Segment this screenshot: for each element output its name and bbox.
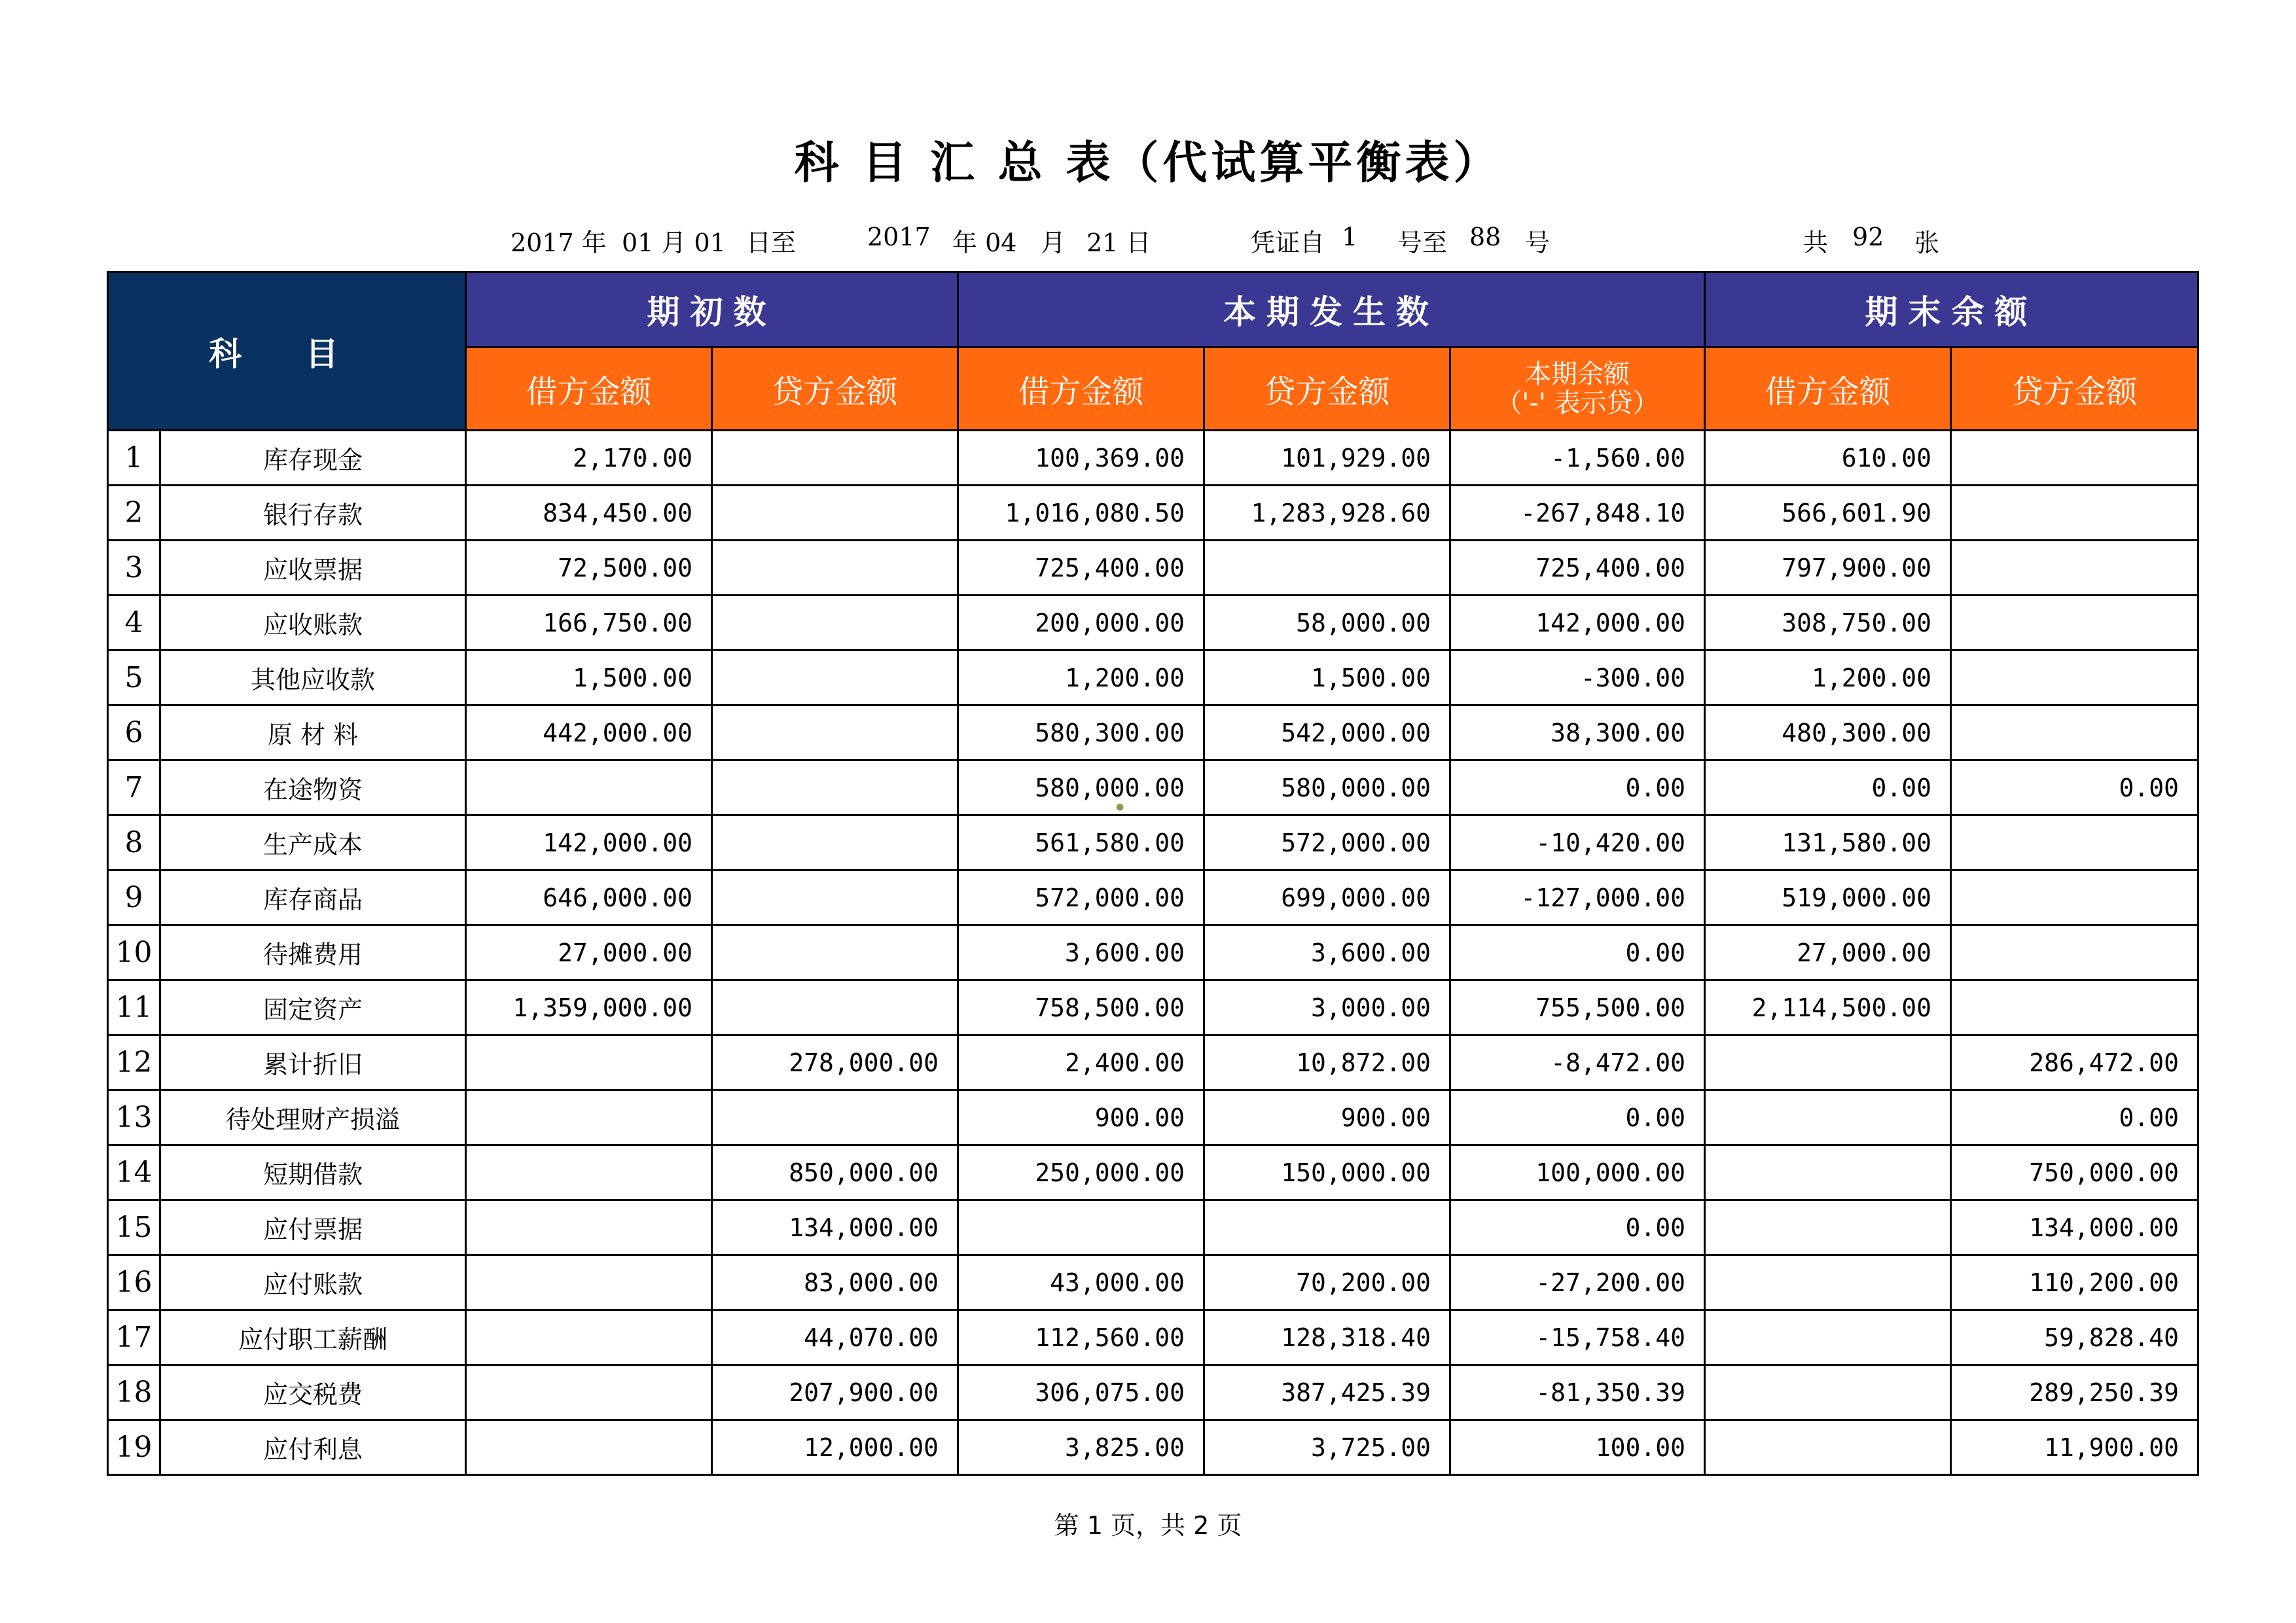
closing-debit-cell: 27,000.00 [1705, 925, 1951, 980]
current-debit-cell: 112,560.00 [958, 1310, 1204, 1365]
current-balance-cell: 0.00 [1450, 925, 1705, 980]
opening-credit-cell [712, 760, 958, 815]
current-debit-cell: 3,825.00 [958, 1420, 1204, 1475]
table-row [108, 980, 2198, 1035]
closing-debit-cell: 308,750.00 [1705, 596, 1951, 651]
account-name-cell: 应收票据 [160, 541, 466, 596]
current-balance-cell: 0.00 [1450, 1090, 1705, 1145]
current-balance-cell: 0.00 [1450, 760, 1705, 815]
current-debit-cell: 580,300.00 [958, 705, 1204, 760]
header-balance-line1: 本期余额 [1525, 359, 1630, 389]
closing-credit-cell: 134,000.00 [1951, 1200, 2198, 1255]
opening-credit-cell [712, 596, 958, 651]
closing-debit-cell [1705, 1255, 1951, 1310]
row-number-cell: 8 [108, 815, 160, 870]
current-debit-cell: 200,000.00 [958, 596, 1204, 651]
page-title: 科 目 汇 总 表（代试算平衡表） [794, 137, 1502, 189]
header-closing-credit: 贷方金额 [1951, 348, 2198, 431]
closing-credit-cell: 11,900.00 [1951, 1420, 2198, 1475]
summary-table [107, 271, 2199, 1476]
current-debit-cell: 900.00 [958, 1090, 1204, 1145]
row-number-cell: 15 [108, 1200, 160, 1255]
current-credit-cell: 70,200.00 [1204, 1255, 1450, 1310]
current-debit-cell: 580,000.00 [958, 760, 1204, 815]
current-credit-cell: 3,000.00 [1204, 980, 1450, 1035]
current-credit-cell: 900.00 [1204, 1090, 1450, 1145]
current-credit-cell [1204, 1200, 1450, 1255]
row-number-cell: 10 [108, 925, 160, 980]
current-balance-cell: -15,758.40 [1450, 1310, 1705, 1365]
end-day-label: 月 [1041, 228, 1066, 257]
row-number-cell: 5 [108, 651, 160, 705]
current-balance-cell: -81,350.39 [1450, 1365, 1705, 1420]
current-credit-cell: 1,283,928.60 [1204, 486, 1450, 541]
account-name-cell: 短期借款 [160, 1145, 466, 1200]
table-row [108, 760, 2198, 815]
current-balance-cell: 142,000.00 [1450, 596, 1705, 651]
current-credit-cell: 101,929.00 [1204, 431, 1450, 486]
row-number-cell: 2 [108, 486, 160, 541]
voucher-from-no: 1 [1342, 223, 1358, 251]
opening-credit-cell: 83,000.00 [712, 1255, 958, 1310]
opening-credit-cell [712, 486, 958, 541]
current-credit-cell: 542,000.00 [1204, 705, 1450, 760]
closing-debit-cell [1705, 1145, 1951, 1200]
opening-debit-cell: 142,000.00 [466, 815, 712, 870]
account-name-cell: 应付职工薪酬 [160, 1310, 466, 1365]
current-credit-cell: 572,000.00 [1204, 815, 1450, 870]
current-debit-cell: 2,400.00 [958, 1035, 1204, 1090]
watermark-mark: ● [1116, 802, 1124, 812]
voucher-hao: 号 [1525, 228, 1551, 257]
opening-debit-cell: 442,000.00 [466, 705, 712, 760]
opening-debit-cell: 834,450.00 [466, 486, 712, 541]
row-number-cell: 19 [108, 1420, 160, 1475]
closing-debit-cell: 519,000.00 [1705, 870, 1951, 925]
header-subject: 科 目 [108, 272, 466, 431]
account-name-cell: 其他应收款 [160, 651, 466, 705]
end-month: 年 04 [952, 228, 1017, 257]
opening-debit-cell: 646,000.00 [466, 870, 712, 925]
header-closing-debit: 借方金额 [1705, 348, 1951, 431]
current-balance-cell: -127,000.00 [1450, 870, 1705, 925]
closing-debit-cell: 0.00 [1705, 760, 1951, 815]
table-row [108, 870, 2198, 925]
opening-debit-cell: 72,500.00 [466, 541, 712, 596]
row-number-cell: 1 [108, 431, 160, 486]
row-number-cell: 6 [108, 705, 160, 760]
current-credit-cell: 387,425.39 [1204, 1365, 1450, 1420]
opening-debit-cell [466, 1090, 712, 1145]
account-name-cell: 库存商品 [160, 870, 466, 925]
closing-credit-cell [1951, 815, 2198, 870]
closing-debit-cell: 2,114,500.00 [1705, 980, 1951, 1035]
row-number-cell: 11 [108, 980, 160, 1035]
account-name-cell: 银行存款 [160, 486, 466, 541]
current-debit-cell: 43,000.00 [958, 1255, 1204, 1310]
opening-debit-cell: 1,500.00 [466, 651, 712, 705]
account-name-cell: 原 材 料 [160, 705, 466, 760]
current-balance-cell: -27,200.00 [1450, 1255, 1705, 1310]
table-row [108, 1145, 2198, 1200]
header-current-debit: 借方金额 [958, 348, 1204, 431]
table-body [108, 431, 2198, 1475]
table-row [108, 1035, 2198, 1090]
current-credit-cell: 10,872.00 [1204, 1035, 1450, 1090]
opening-credit-cell: 278,000.00 [712, 1035, 958, 1090]
current-debit-cell: 1,016,080.50 [958, 486, 1204, 541]
closing-credit-cell [1951, 925, 2198, 980]
account-name-cell: 应收账款 [160, 596, 466, 651]
closing-debit-cell: 566,601.90 [1705, 486, 1951, 541]
total-label: 共 [1803, 228, 1829, 257]
account-name-cell: 固定资产 [160, 980, 466, 1035]
header-opening-debit: 借方金额 [466, 348, 712, 431]
closing-debit-cell: 480,300.00 [1705, 705, 1951, 760]
current-balance-cell: -10,420.00 [1450, 815, 1705, 870]
row-number-cell: 12 [108, 1035, 160, 1090]
table-row [108, 705, 2198, 760]
closing-debit-cell: 610.00 [1705, 431, 1951, 486]
current-balance-cell: -1,560.00 [1450, 431, 1705, 486]
account-name-cell: 累计折旧 [160, 1035, 466, 1090]
voucher-to-label: 号至 [1397, 228, 1448, 257]
total-count: 92 [1852, 223, 1884, 251]
closing-credit-cell: 110,200.00 [1951, 1255, 2198, 1310]
start-suffix: 日至 [746, 228, 797, 257]
table-row [108, 541, 2198, 596]
closing-credit-cell [1951, 980, 2198, 1035]
current-balance-cell: 38,300.00 [1450, 705, 1705, 760]
opening-debit-cell [466, 1145, 712, 1200]
account-name-cell: 待摊费用 [160, 925, 466, 980]
row-number-cell: 16 [108, 1255, 160, 1310]
opening-debit-cell [466, 1200, 712, 1255]
closing-credit-cell [1951, 431, 2198, 486]
account-name-cell: 应付账款 [160, 1255, 466, 1310]
header-current: 本期发生数 [958, 272, 1705, 348]
current-credit-cell: 580,000.00 [1204, 760, 1450, 815]
current-credit-cell: 150,000.00 [1204, 1145, 1450, 1200]
table-row [108, 651, 2198, 705]
header-current-balance [1450, 348, 1705, 431]
opening-credit-cell: 134,000.00 [712, 1200, 958, 1255]
current-credit-cell: 128,318.40 [1204, 1310, 1450, 1365]
current-balance-cell: 755,500.00 [1450, 980, 1705, 1035]
current-debit-cell: 572,000.00 [958, 870, 1204, 925]
closing-credit-cell: 286,472.00 [1951, 1035, 2198, 1090]
current-credit-cell: 58,000.00 [1204, 596, 1450, 651]
account-name-cell: 在途物资 [160, 760, 466, 815]
opening-debit-cell: 166,750.00 [466, 596, 712, 651]
table-row [108, 596, 2198, 651]
table-row [108, 431, 2198, 486]
closing-credit-cell: 289,250.39 [1951, 1365, 2198, 1420]
row-number-cell: 17 [108, 1310, 160, 1365]
opening-debit-cell: 1,359,000.00 [466, 980, 712, 1035]
current-debit-cell: 1,200.00 [958, 651, 1204, 705]
opening-credit-cell: 44,070.00 [712, 1310, 958, 1365]
opening-debit-cell [466, 1035, 712, 1090]
opening-credit-cell: 12,000.00 [712, 1420, 958, 1475]
opening-debit-cell [466, 760, 712, 815]
total-unit: 张 [1914, 228, 1940, 257]
opening-debit-cell [466, 1310, 712, 1365]
voucher-to-no: 88 [1469, 223, 1501, 251]
account-name-cell: 应付利息 [160, 1420, 466, 1475]
current-credit-cell: 699,000.00 [1204, 870, 1450, 925]
current-credit-cell: 3,600.00 [1204, 925, 1450, 980]
start-year: 2017 年 [511, 228, 607, 257]
table-row [108, 1200, 2198, 1255]
opening-credit-cell [712, 815, 958, 870]
current-credit-cell: 1,500.00 [1204, 651, 1450, 705]
opening-credit-cell [712, 980, 958, 1035]
closing-debit-cell [1705, 1310, 1951, 1365]
row-number-cell: 13 [108, 1090, 160, 1145]
closing-debit-cell: 1,200.00 [1705, 651, 1951, 705]
header-opening: 期初数 [466, 272, 958, 348]
opening-credit-cell [712, 431, 958, 486]
opening-debit-cell: 2,170.00 [466, 431, 712, 486]
current-debit-cell: 758,500.00 [958, 980, 1204, 1035]
account-name-cell: 应交税费 [160, 1365, 466, 1420]
current-debit-cell: 250,000.00 [958, 1145, 1204, 1200]
closing-debit-cell: 797,900.00 [1705, 541, 1951, 596]
table-row [108, 1255, 2198, 1310]
closing-credit-cell: 59,828.40 [1951, 1310, 2198, 1365]
current-debit-cell: 725,400.00 [958, 541, 1204, 596]
header-current-credit: 贷方金额 [1204, 348, 1450, 431]
opening-debit-cell [466, 1365, 712, 1420]
current-balance-cell: -300.00 [1450, 651, 1705, 705]
current-credit-cell [1204, 541, 1450, 596]
table-row [108, 1365, 2198, 1420]
opening-credit-cell [712, 1090, 958, 1145]
closing-credit-cell [1951, 486, 2198, 541]
closing-debit-cell [1705, 1035, 1951, 1090]
current-balance-cell: 100,000.00 [1450, 1145, 1705, 1200]
closing-credit-cell [1951, 870, 2198, 925]
closing-debit-cell [1705, 1090, 1951, 1145]
header-opening-credit: 贷方金额 [712, 348, 958, 431]
opening-credit-cell: 850,000.00 [712, 1145, 958, 1200]
closing-credit-cell [1951, 705, 2198, 760]
table-row [108, 1310, 2198, 1365]
start-month-day: 01 月 01 [622, 228, 726, 257]
closing-debit-cell [1705, 1200, 1951, 1255]
table-row [108, 486, 2198, 541]
account-name-cell: 待处理财产损溢 [160, 1090, 466, 1145]
row-number-cell: 3 [108, 541, 160, 596]
closing-debit-cell [1705, 1420, 1951, 1475]
closing-credit-cell [1951, 596, 2198, 651]
page-footer: 第 1 页，共 2 页 [1054, 1511, 1242, 1540]
account-name-cell: 生产成本 [160, 815, 466, 870]
opening-credit-cell [712, 870, 958, 925]
header-closing: 期末余额 [1705, 272, 2198, 348]
opening-credit-cell [712, 651, 958, 705]
closing-credit-cell: 750,000.00 [1951, 1145, 2198, 1200]
current-debit-cell: 3,600.00 [958, 925, 1204, 980]
end-year: 2017 [867, 223, 931, 251]
opening-credit-cell: 207,900.00 [712, 1365, 958, 1420]
row-number-cell: 14 [108, 1145, 160, 1200]
current-balance-cell: 0.00 [1450, 1200, 1705, 1255]
opening-debit-cell [466, 1420, 712, 1475]
header-balance-line2: （'-' 表示贷） [1496, 388, 1659, 418]
current-balance-cell: -267,848.10 [1450, 486, 1705, 541]
table-row [108, 925, 2198, 980]
current-balance-cell: -8,472.00 [1450, 1035, 1705, 1090]
opening-credit-cell [712, 925, 958, 980]
current-debit-cell: 306,075.00 [958, 1365, 1204, 1420]
current-debit-cell: 561,580.00 [958, 815, 1204, 870]
row-number-cell: 18 [108, 1365, 160, 1420]
current-debit-cell [958, 1200, 1204, 1255]
closing-debit-cell: 131,580.00 [1705, 815, 1951, 870]
table-row [108, 815, 2198, 870]
table-row [108, 1420, 2198, 1475]
table-row [108, 1090, 2198, 1145]
end-day: 21 日 [1086, 228, 1151, 257]
opening-debit-cell: 27,000.00 [466, 925, 712, 980]
current-balance-cell: 725,400.00 [1450, 541, 1705, 596]
row-number-cell: 9 [108, 870, 160, 925]
account-name-cell: 应付票据 [160, 1200, 466, 1255]
row-number-cell: 7 [108, 760, 160, 815]
closing-credit-cell: 0.00 [1951, 760, 2198, 815]
voucher-from-label: 凭证自 [1250, 228, 1325, 257]
opening-credit-cell [712, 705, 958, 760]
current-balance-cell: 100.00 [1450, 1420, 1705, 1475]
closing-debit-cell [1705, 1365, 1951, 1420]
current-credit-cell: 3,725.00 [1204, 1420, 1450, 1475]
account-name-cell: 库存现金 [160, 431, 466, 486]
opening-credit-cell [712, 541, 958, 596]
closing-credit-cell [1951, 541, 2198, 596]
row-number-cell: 4 [108, 596, 160, 651]
closing-credit-cell: 0.00 [1951, 1090, 2198, 1145]
closing-credit-cell [1951, 651, 2198, 705]
opening-debit-cell [466, 1255, 712, 1310]
current-debit-cell: 100,369.00 [958, 431, 1204, 486]
